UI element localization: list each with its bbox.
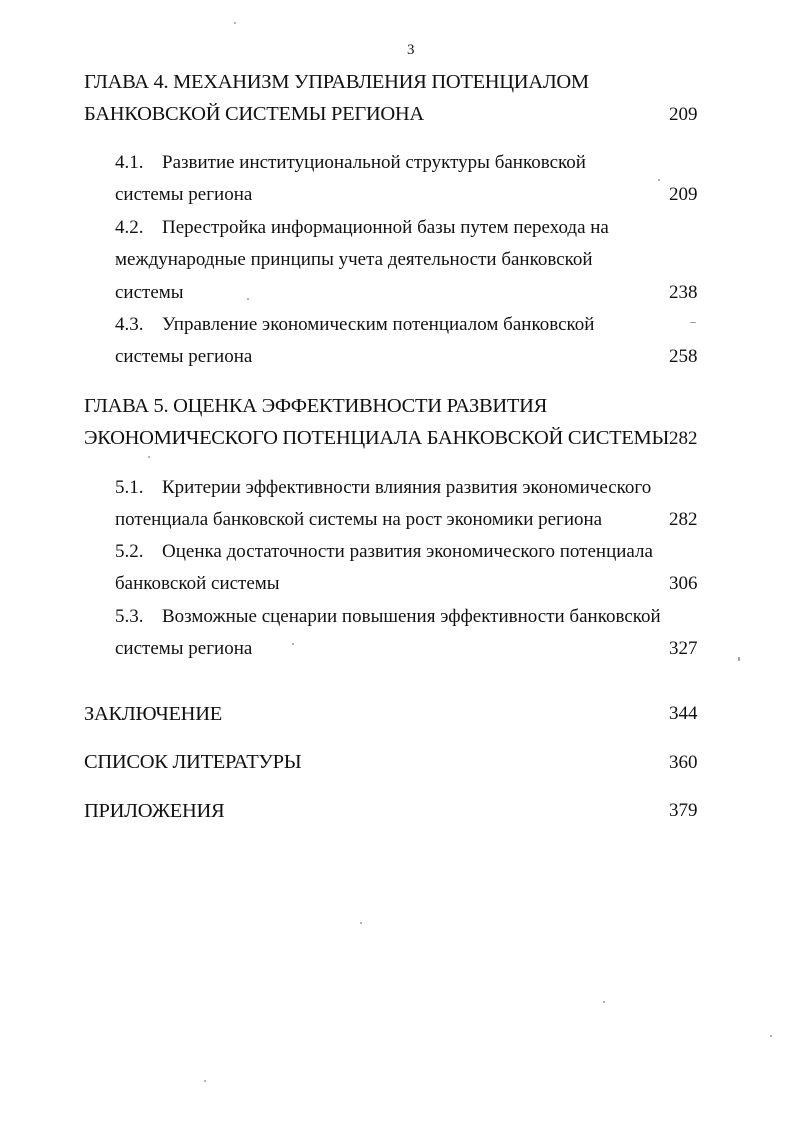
scan-speck [770, 1035, 772, 1037]
chapter-title-line-2: БАНКОВСКОЙ СИСТЕМЫ РЕГИОНА [84, 103, 424, 125]
appendix-title: ПРИЛОЖЕНИЯ [84, 800, 225, 822]
section-line-3: системы [115, 282, 184, 303]
scan-speck [738, 657, 740, 661]
section-title: Развитие институциональной структуры банковской [162, 152, 586, 173]
scan-speck [292, 643, 294, 645]
references-title: СПИСОК ЛИТЕРАТУРЫ [84, 751, 302, 773]
scan-speck [234, 22, 236, 24]
section-page-number: 209 [669, 184, 698, 205]
section-line-2: системы региона [115, 346, 253, 367]
section-line-1 [115, 541, 653, 563]
section-title: Оценка достаточности развития экономического потенциала [162, 541, 653, 562]
section-number: 4.2. [115, 217, 144, 238]
scan-speck [603, 1001, 605, 1003]
chapter-page-number: 209 [669, 104, 698, 125]
section-number: 5.1. [115, 477, 144, 498]
section-page-number: 327 [669, 638, 698, 659]
section-line-2: потенциала банковской системы на рост экономики региона [115, 509, 603, 530]
section-number: 4.3. [115, 314, 144, 335]
scan-speck [690, 322, 696, 323]
chapter-title-line-1: ГЛАВА 5. ОЦЕНКА ЭФФЕКТИВНОСТИ РАЗВИТИЯ [84, 395, 547, 417]
chapter-page-number: 282 [669, 428, 698, 449]
chapter-title-line-1: ГЛАВА 4. МЕХАНИЗМ УПРАВЛЕНИЯ ПОТЕНЦИАЛОМ [84, 71, 589, 93]
scan-speck [247, 298, 249, 300]
section-line-2: системы региона [115, 638, 253, 659]
scan-speck [204, 1080, 206, 1082]
section-line-2: банковской системы [115, 573, 280, 594]
section-line-1 [115, 477, 651, 499]
chapter-title-line-2: ЭКОНОМИЧЕСКОГО ПОТЕНЦИАЛА БАНКОВСКОЙ СИСТЕМЫ [84, 427, 670, 449]
section-page-number: 258 [669, 346, 698, 367]
section-page-number: 238 [669, 282, 698, 303]
scan-speck [658, 179, 660, 181]
section-page-number: 306 [669, 573, 698, 594]
section-line-1 [115, 606, 661, 628]
section-title: Перестройка информационной базы путем перехода на [162, 217, 609, 238]
section-line-2: системы региона [115, 184, 253, 205]
page-number: 3 [407, 42, 415, 58]
scan-speck [360, 922, 362, 924]
section-line-1 [115, 152, 586, 174]
section-line-2: международные принципы учета деятельности банковской [115, 249, 593, 270]
section-title: Критерии эффективности влияния развития экономического [162, 477, 652, 498]
section-line-1 [115, 314, 594, 336]
conclusion-title: ЗАКЛЮЧЕНИЕ [84, 703, 222, 725]
section-page-number: 282 [669, 509, 698, 530]
scan-speck [148, 456, 150, 458]
section-line-1 [115, 217, 609, 239]
appendix-page-number: 379 [669, 800, 698, 821]
section-number: 5.2. [115, 541, 144, 562]
section-number: 5.3. [115, 606, 144, 627]
section-title: Управление экономическим потенциалом банковской [162, 314, 595, 335]
section-number: 4.1. [115, 152, 144, 173]
conclusion-page-number: 344 [669, 703, 698, 724]
references-page-number: 360 [669, 752, 698, 773]
section-title: Возможные сценарии повышения эффективности банковской [162, 606, 661, 627]
